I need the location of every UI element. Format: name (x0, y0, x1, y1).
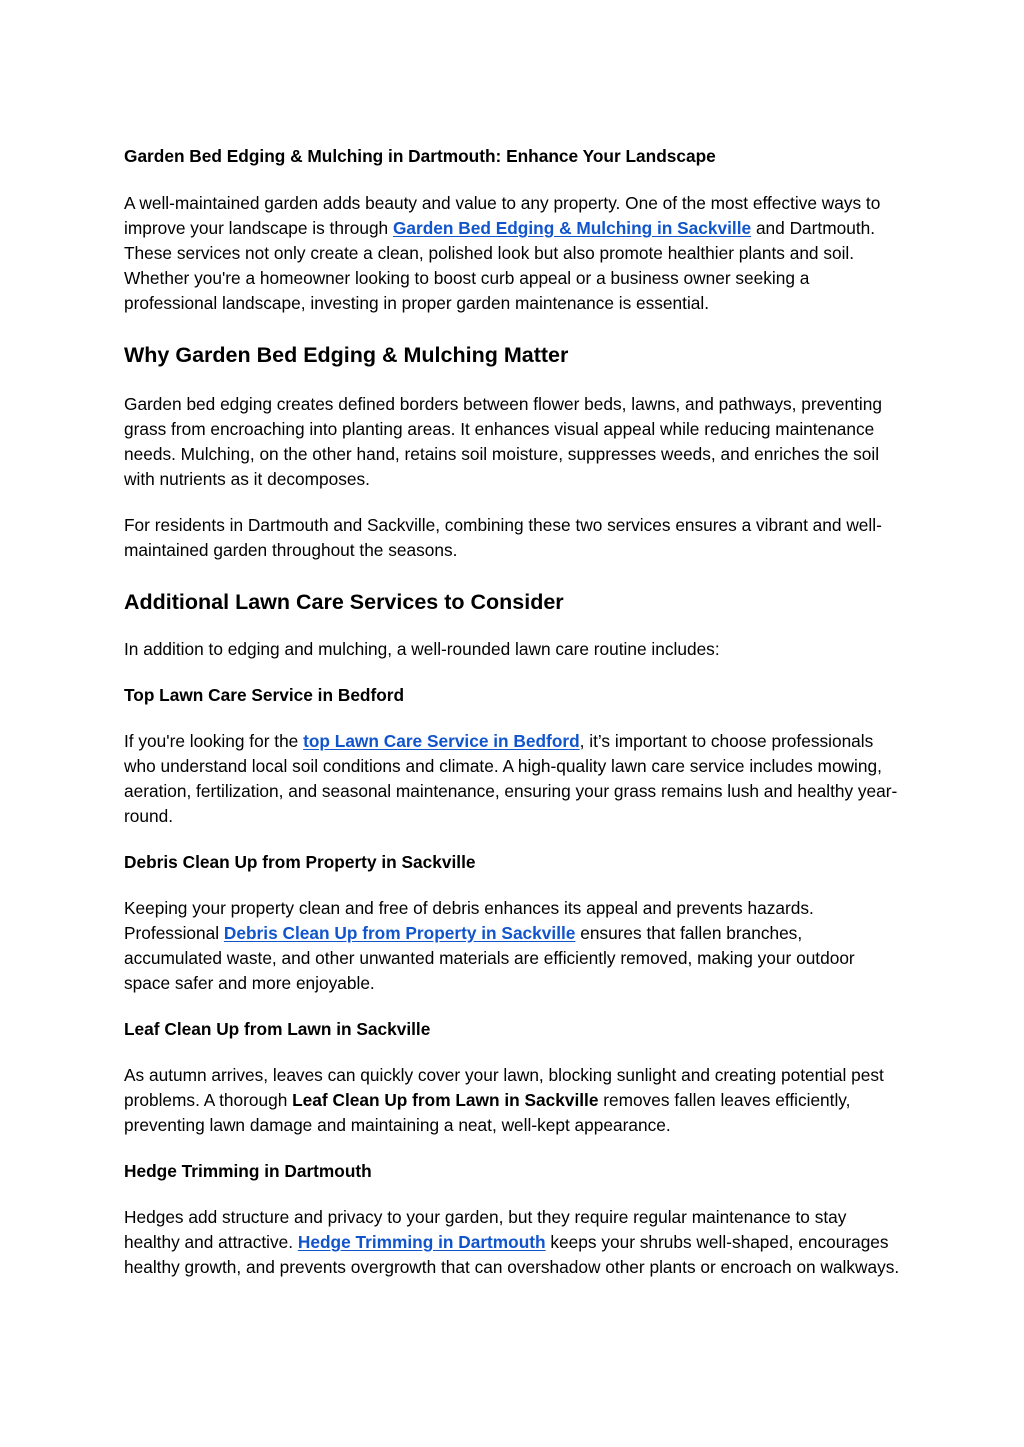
hedge-trimming-link[interactable]: Hedge Trimming in Dartmouth (297, 1232, 546, 1252)
hedge-paragraph (124, 1205, 904, 1280)
why-paragraph-2: For residents in Dartmouth and Sackville, combining these two services ensures a vibrant and well-maintained garden throughout the seasons. (124, 515, 882, 560)
debris-heading: Debris Clean Up from Property in Sackville (124, 852, 476, 872)
garden-bed-edging-link[interactable]: Garden Bed Edging & Mulching in Sackville (392, 218, 752, 238)
hedge-text-after: keeps your shrubs well-shaped, encourages healthy growth, and prevents overgrowth that can overshadow other plants or encroach on walkways. (124, 1232, 900, 1277)
additional-heading: Additional Lawn Care Services to Consider (124, 590, 564, 614)
leaf-heading: Leaf Clean Up from Lawn in Sackville (124, 1019, 431, 1039)
lawn-care-bedford-link[interactable]: top Lawn Care Service in Bedford (303, 731, 580, 751)
hedge-heading: Hedge Trimming in Dartmouth (124, 1161, 372, 1181)
intro-paragraph (124, 191, 904, 316)
intro-text-before: A well-maintained garden adds beauty and value to any property. One of the most effective ways to improve your landscape is through (124, 193, 881, 238)
bedford-text-after: , it’s important to choose professionals who understand local soil conditions and climate. A high-quality lawn care service includes mowing, aeration, fertilization, and seasonal maintenance, ensuring your grass remains lush and healthy year-round. (124, 731, 898, 826)
bedford-paragraph (124, 729, 904, 829)
document-title: Garden Bed Edging & Mulching in Dartmouth: Enhance Your Landscape (124, 146, 716, 166)
intro-text-after: and Dartmouth. These services not only create a clean, polished look but also promote healthier plants and soil. Whether you're a homeowner looking to boost curb appeal or a business owner seeking a professional landscape, investing in proper garden maintenance is essential. (124, 218, 876, 313)
why-heading: Why Garden Bed Edging & Mulching Matter (124, 343, 569, 367)
debris-text-before: Keeping your property clean and free of debris enhances its appeal and prevents hazards. Professional (124, 898, 814, 943)
additional-intro: In addition to edging and mulching, a well-rounded lawn care routine includes: (124, 639, 720, 659)
debris-text-after: ensures that fallen branches, accumulated waste, and other unwanted materials are efficiently removed, making your outdoor space safer and more enjoyable. (124, 923, 855, 993)
bedford-heading: Top Lawn Care Service in Bedford (124, 685, 405, 705)
leaf-text-before: As autumn arrives, leaves can quickly cover your lawn, blocking sunlight and creating potential pest problems. A thorough (124, 1065, 884, 1110)
leaf-clean-up-bold: Leaf Clean Up from Lawn in Sackville (292, 1090, 599, 1110)
leaf-paragraph (124, 1063, 904, 1138)
leaf-text-after: removes fallen leaves efficiently, preventing lawn damage and maintaining a neat, well-kept appearance. (124, 1090, 851, 1135)
bedford-text-before: If you're looking for the (124, 731, 304, 751)
hedge-text-before: Hedges add structure and privacy to your garden, but they require regular maintenance to stay healthy and attractive. (124, 1207, 847, 1252)
debris-paragraph (124, 896, 904, 996)
document-page (124, 140, 904, 1280)
debris-clean-up-link[interactable]: Debris Clean Up from Property in Sackville (223, 923, 576, 943)
why-paragraph-1: Garden bed edging creates defined borders between flower beds, lawns, and pathways, preventing grass from encroaching into planting areas. It enhances visual appeal while reducing maintenance needs. Mulching, on the other hand, retains soil moisture, suppresses weeds, and enriches the soil with nutrients as it decomposes. (124, 394, 882, 489)
